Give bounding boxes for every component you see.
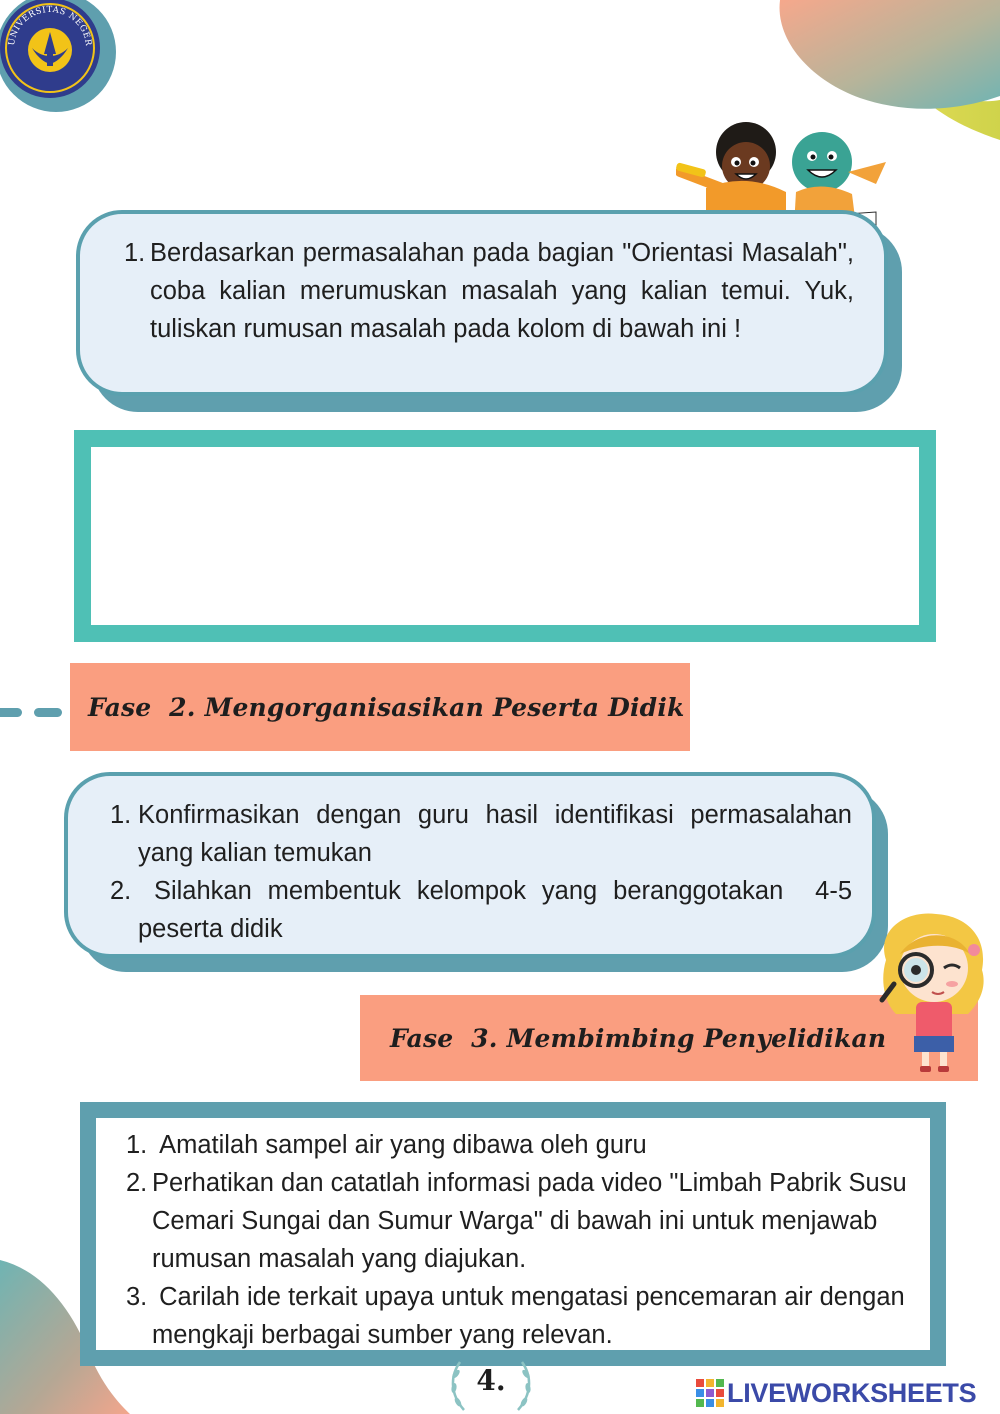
phase-2-list (110, 796, 860, 948)
list-item-text: Carilah ide terkait upaya untuk mengatasi pencemaran air dengan mengkaji berbagai sumber yang relevan. (152, 1283, 912, 1349)
page-number: 4. (476, 1364, 506, 1397)
decorative-dash (0, 708, 22, 717)
page-number-badge (446, 1358, 536, 1414)
phase-2-title: Fase 2. Mengorganisasikan Peserta Didik (88, 692, 685, 722)
phase-3-list (126, 1126, 916, 1354)
list-item-text: Konfirmasikan dengan guru hasil identifikasi permasalahan yang kalian temukan (138, 801, 852, 867)
phase-2-bubble (64, 772, 876, 958)
list-item (126, 1278, 916, 1354)
phase-3-title: Fase 3. Membimbing Penyelidikan (390, 1023, 887, 1053)
list-item-number: 2. (110, 877, 132, 905)
list-item (110, 796, 852, 872)
list-item-text: Silahkan membentuk kelompok yang beranggotakan 4-5 peserta didik (138, 877, 860, 943)
list-item (124, 234, 854, 348)
question-list (124, 234, 854, 348)
list-item-text: Amatilah sampel air yang dibawa oleh guru (152, 1131, 647, 1159)
list-item-number: 1. (124, 239, 146, 267)
phase-2-banner (70, 663, 690, 751)
liveworksheets-watermark[interactable] (696, 1376, 976, 1410)
girl-magnifier-illustration (876, 910, 992, 1074)
logo-arc-text: UNIVERSITAS NEGER (6, 4, 94, 47)
liveworksheets-logo-icon (696, 1379, 724, 1407)
list-item (126, 1164, 916, 1278)
watermark-text: LIVEWORKSHEETS (727, 1377, 977, 1408)
list-item-number: 1. (126, 1131, 148, 1159)
list-item (126, 1126, 916, 1164)
list-item-text: Berdasarkan permasalahan pada bagian "Orientasi Masalah", coba kalian merumuskan masalah yang kalian temui. Yuk, tuliskan rumusan masalah pada kolom di bawah ini ! (150, 239, 854, 343)
decorative-dash (34, 708, 62, 717)
question-bubble (76, 210, 888, 396)
university-logo (0, 0, 120, 116)
list-item (110, 872, 860, 948)
list-item-text: Perhatikan dan catatlah informasi pada video "Limbah Pabrik Susu Cemari Sungai dan Sumur Warga" di bawah ini untuk menjawab rumusan masalah yang diajukan. (152, 1169, 907, 1273)
list-item-number: 2. (126, 1169, 148, 1197)
list-item-number: 3. (126, 1283, 148, 1311)
list-item-number: 1. (110, 801, 132, 829)
answer-input-box[interactable] (74, 430, 936, 642)
phase-3-box (96, 1118, 930, 1350)
